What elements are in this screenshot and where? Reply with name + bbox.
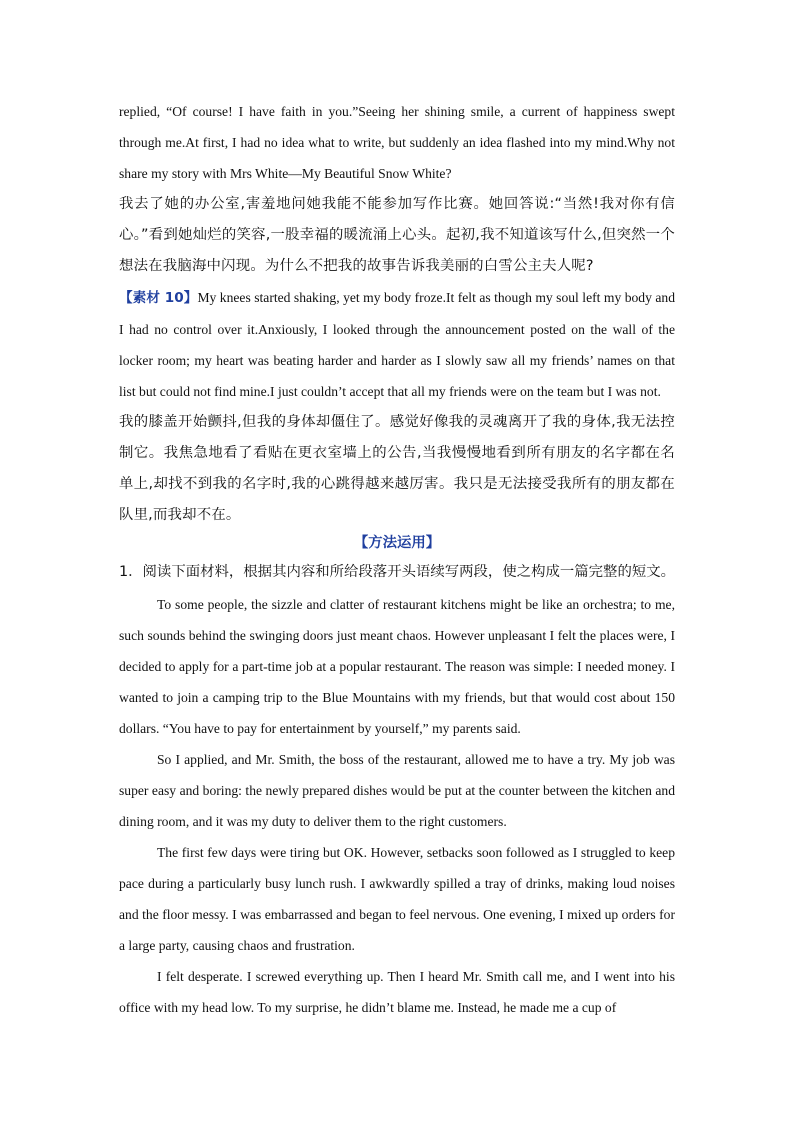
passage-paragraph-2: So I applied, and Mr. Smith, the boss of the restaurant, allowed me to have a try. My job was super easy and boring: the newly prepared dishes would be put at the counter between the kitchen and dining room, and it was my duty to deliver them to the right customers. xyxy=(119,752,675,829)
material10-chinese-translation: 我的膝盖开始颤抖,但我的身体却僵住了。感觉好像我的灵魂离开了我的身体,我无法控制它。我焦急地看了看贴在更衣室墙上的公告,当我慢慢地看到所有朋友的名字都在名单上,却找不到我的名字时,我的心跳得越来越厉害。我只是无法接受我所有的朋友都在队里,而我却不在。 xyxy=(119,414,675,523)
passage-paragraph-3: The first few days were tiring but OK. However, setbacks soon followed as I struggled to keep pace during a particularly busy lunch rush. I awkwardly spilled a tray of drinks, making loud noises and the floor messy. I was embarrassed and began to feel nervous. One evening, I mixed up orders for a large party, causing chaos and frustration. xyxy=(119,845,675,953)
document-page xyxy=(119,96,675,1023)
material10-english-text: My knees started shaking, yet my body froze.It felt as though my soul left my body and I had no control over it.Anxiously, I looked through the announcement posted on the wall of the locker room; my heart was beating harder and harder as I slowly saw all my friends’ names on that list but could not find mine.I just couldn’t accept that all my friends were on the team but I was not. xyxy=(119,290,676,399)
passage-paragraph-4: I felt desperate. I screwed everything up. Then I heard Mr. Smith call me, and I went into his office with my head low. To my surprise, he didn’t blame me. Instead, he made me a cup of xyxy=(119,969,675,1015)
material10-tag: 【素材 10】 xyxy=(119,290,198,306)
passage-paragraph-1: To some people, the sizzle and clatter of restaurant kitchens might be like an orchestra; to me, such sounds behind the swinging doors just meant chaos. However unpleasant I felt the places were, I decided to apply for a part-time job at a popular restaurant. The reason was simple: I needed money. I wanted to join a camping trip to the Blue Mountains with my friends, but that would cost about 150 dollars. “You have to pay for entertainment by yourself,” my parents said. xyxy=(119,597,675,736)
material10-english xyxy=(119,282,675,407)
material9-chinese-translation: 我去了她的办公室,害羞地问她我能不能参加写作比赛。她回答说:“当然!我对你有信心。”看到她灿烂的笑容,一股幸福的暖流涌上心头。起初,我不知道该写什么,但突然一个想法在我脑海中闪现。为什么不把我的故事告诉我美丽的白雪公主夫人呢? xyxy=(119,196,675,274)
question-1-instruction: 1．阅读下面材料，根据其内容和所给段落开头语续写两段，使之构成一篇完整的短文。 xyxy=(119,564,676,580)
section-title-method-application: 【方法运用】 xyxy=(353,535,441,551)
material9-english-tail: replied, “Of course! I have faith in you.”Seeing her shining smile, a current of happiness swept through me.At first, I had no idea what to write, but suddenly an idea flashed into my mind.Why not share my story with Mrs White—My Beautiful Snow White? xyxy=(119,104,675,181)
